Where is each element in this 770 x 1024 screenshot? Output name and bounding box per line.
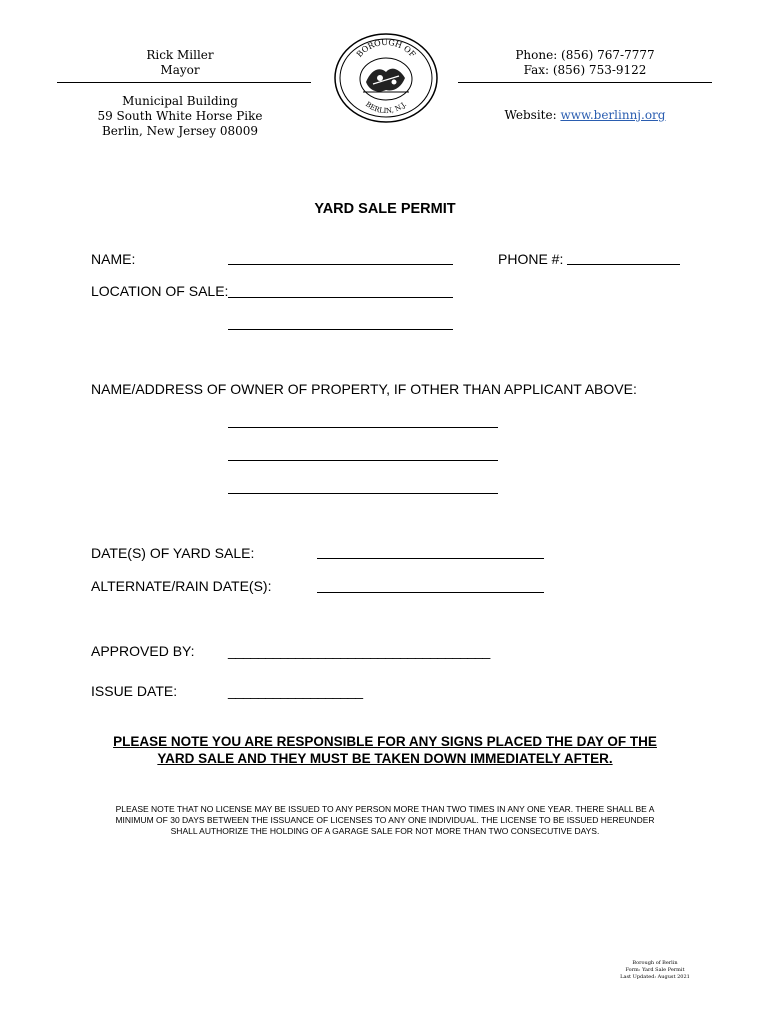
seal-top-text: BOROUGH OF <box>354 37 418 60</box>
approved-field[interactable]: ___________________________________ <box>228 643 491 659</box>
location-field-1[interactable] <box>228 297 453 298</box>
signs-note <box>0 733 770 767</box>
form-footer <box>612 960 698 981</box>
phone-label: PHONE #: <box>498 251 564 267</box>
phone-text: Phone: (856) 767-7777 <box>515 48 655 62</box>
svg-text:BERLIN, N.J. <box>364 100 408 115</box>
footer-line-1: Borough of Berlin <box>632 960 678 966</box>
address-line-2: 59 South White Horse Pike <box>97 109 263 123</box>
owner-field-3[interactable] <box>228 493 498 494</box>
footer-line-3: Last Updated: August 2021 <box>620 974 690 980</box>
address-line-3: Berlin, New Jersey 08009 <box>101 124 259 138</box>
footer-line-2: Form: Yard Sale Permit <box>625 967 685 973</box>
name-field[interactable] <box>228 264 453 265</box>
phone-field[interactable] <box>567 264 680 265</box>
contact-block <box>490 48 680 78</box>
address-block <box>90 94 270 139</box>
location-label: LOCATION OF SALE: <box>91 283 229 299</box>
seal-icon <box>333 32 439 124</box>
signs-note-line-2: YARD SALE AND THEY MUST BE TAKEN DOWN IMMEDIATELY AFTER. <box>157 751 613 766</box>
mayor-name: Rick Miller <box>146 48 214 62</box>
name-label: NAME: <box>91 251 136 267</box>
dates-field[interactable] <box>317 558 544 559</box>
address-line-1: Municipal Building <box>122 94 238 108</box>
owner-label: NAME/ADDRESS OF OWNER OF PROPERTY, IF OTHER THAN APPLICANT ABOVE: <box>91 381 637 397</box>
license-note-line-3: SHALL AUTHORIZE THE HOLDING OF A GARAGE SALE FOR NOT MORE THAN TWO CONSECUTIVE DAYS. <box>170 826 600 836</box>
dates-label: DATE(S) OF YARD SALE: <box>91 545 255 561</box>
header-right-rule <box>458 82 712 83</box>
owner-field-1[interactable] <box>228 427 498 428</box>
alt-dates-label: ALTERNATE/RAIN DATE(S): <box>91 578 272 594</box>
website-link[interactable]: www.berlinnj.org <box>560 108 666 122</box>
location-field-2[interactable] <box>228 329 453 330</box>
license-note <box>0 804 770 837</box>
website-block <box>470 108 700 123</box>
license-note-line-1: PLEASE NOTE THAT NO LICENSE MAY BE ISSUED TO ANY PERSON MORE THAN TWO TIMES IN ANY ONE YEAR. THERE SHALL BE A <box>115 804 655 814</box>
header-left-rule <box>57 82 311 83</box>
mayor-title: Mayor <box>160 63 200 77</box>
approved-label: APPROVED BY: <box>91 643 195 659</box>
license-note-line-2: MINIMUM OF 30 DAYS BETWEEN THE ISSUANCE OF LICENSES TO ANY ONE INDIVIDUAL. THE LICENSE TO BE ISSUED HEREUNDER <box>115 815 655 825</box>
owner-field-2[interactable] <box>228 460 498 461</box>
mayor-block <box>100 48 260 78</box>
signs-note-line-1: PLEASE NOTE YOU ARE RESPONSIBLE FOR ANY SIGNS PLACED THE DAY OF THE <box>113 734 657 749</box>
borough-seal <box>333 32 439 124</box>
website-label: Website: <box>504 108 561 122</box>
alt-dates-field[interactable] <box>317 592 544 593</box>
fax-text: Fax: (856) 753-9122 <box>523 63 647 77</box>
form-title: YARD SALE PERMIT <box>314 201 456 217</box>
issue-date-field[interactable]: __________________ <box>228 683 363 699</box>
svg-text:BOROUGH OF <box>355 38 418 59</box>
seal-bottom-text: BERLIN, N.J. <box>363 100 409 116</box>
issue-date-label: ISSUE DATE: <box>91 683 178 699</box>
